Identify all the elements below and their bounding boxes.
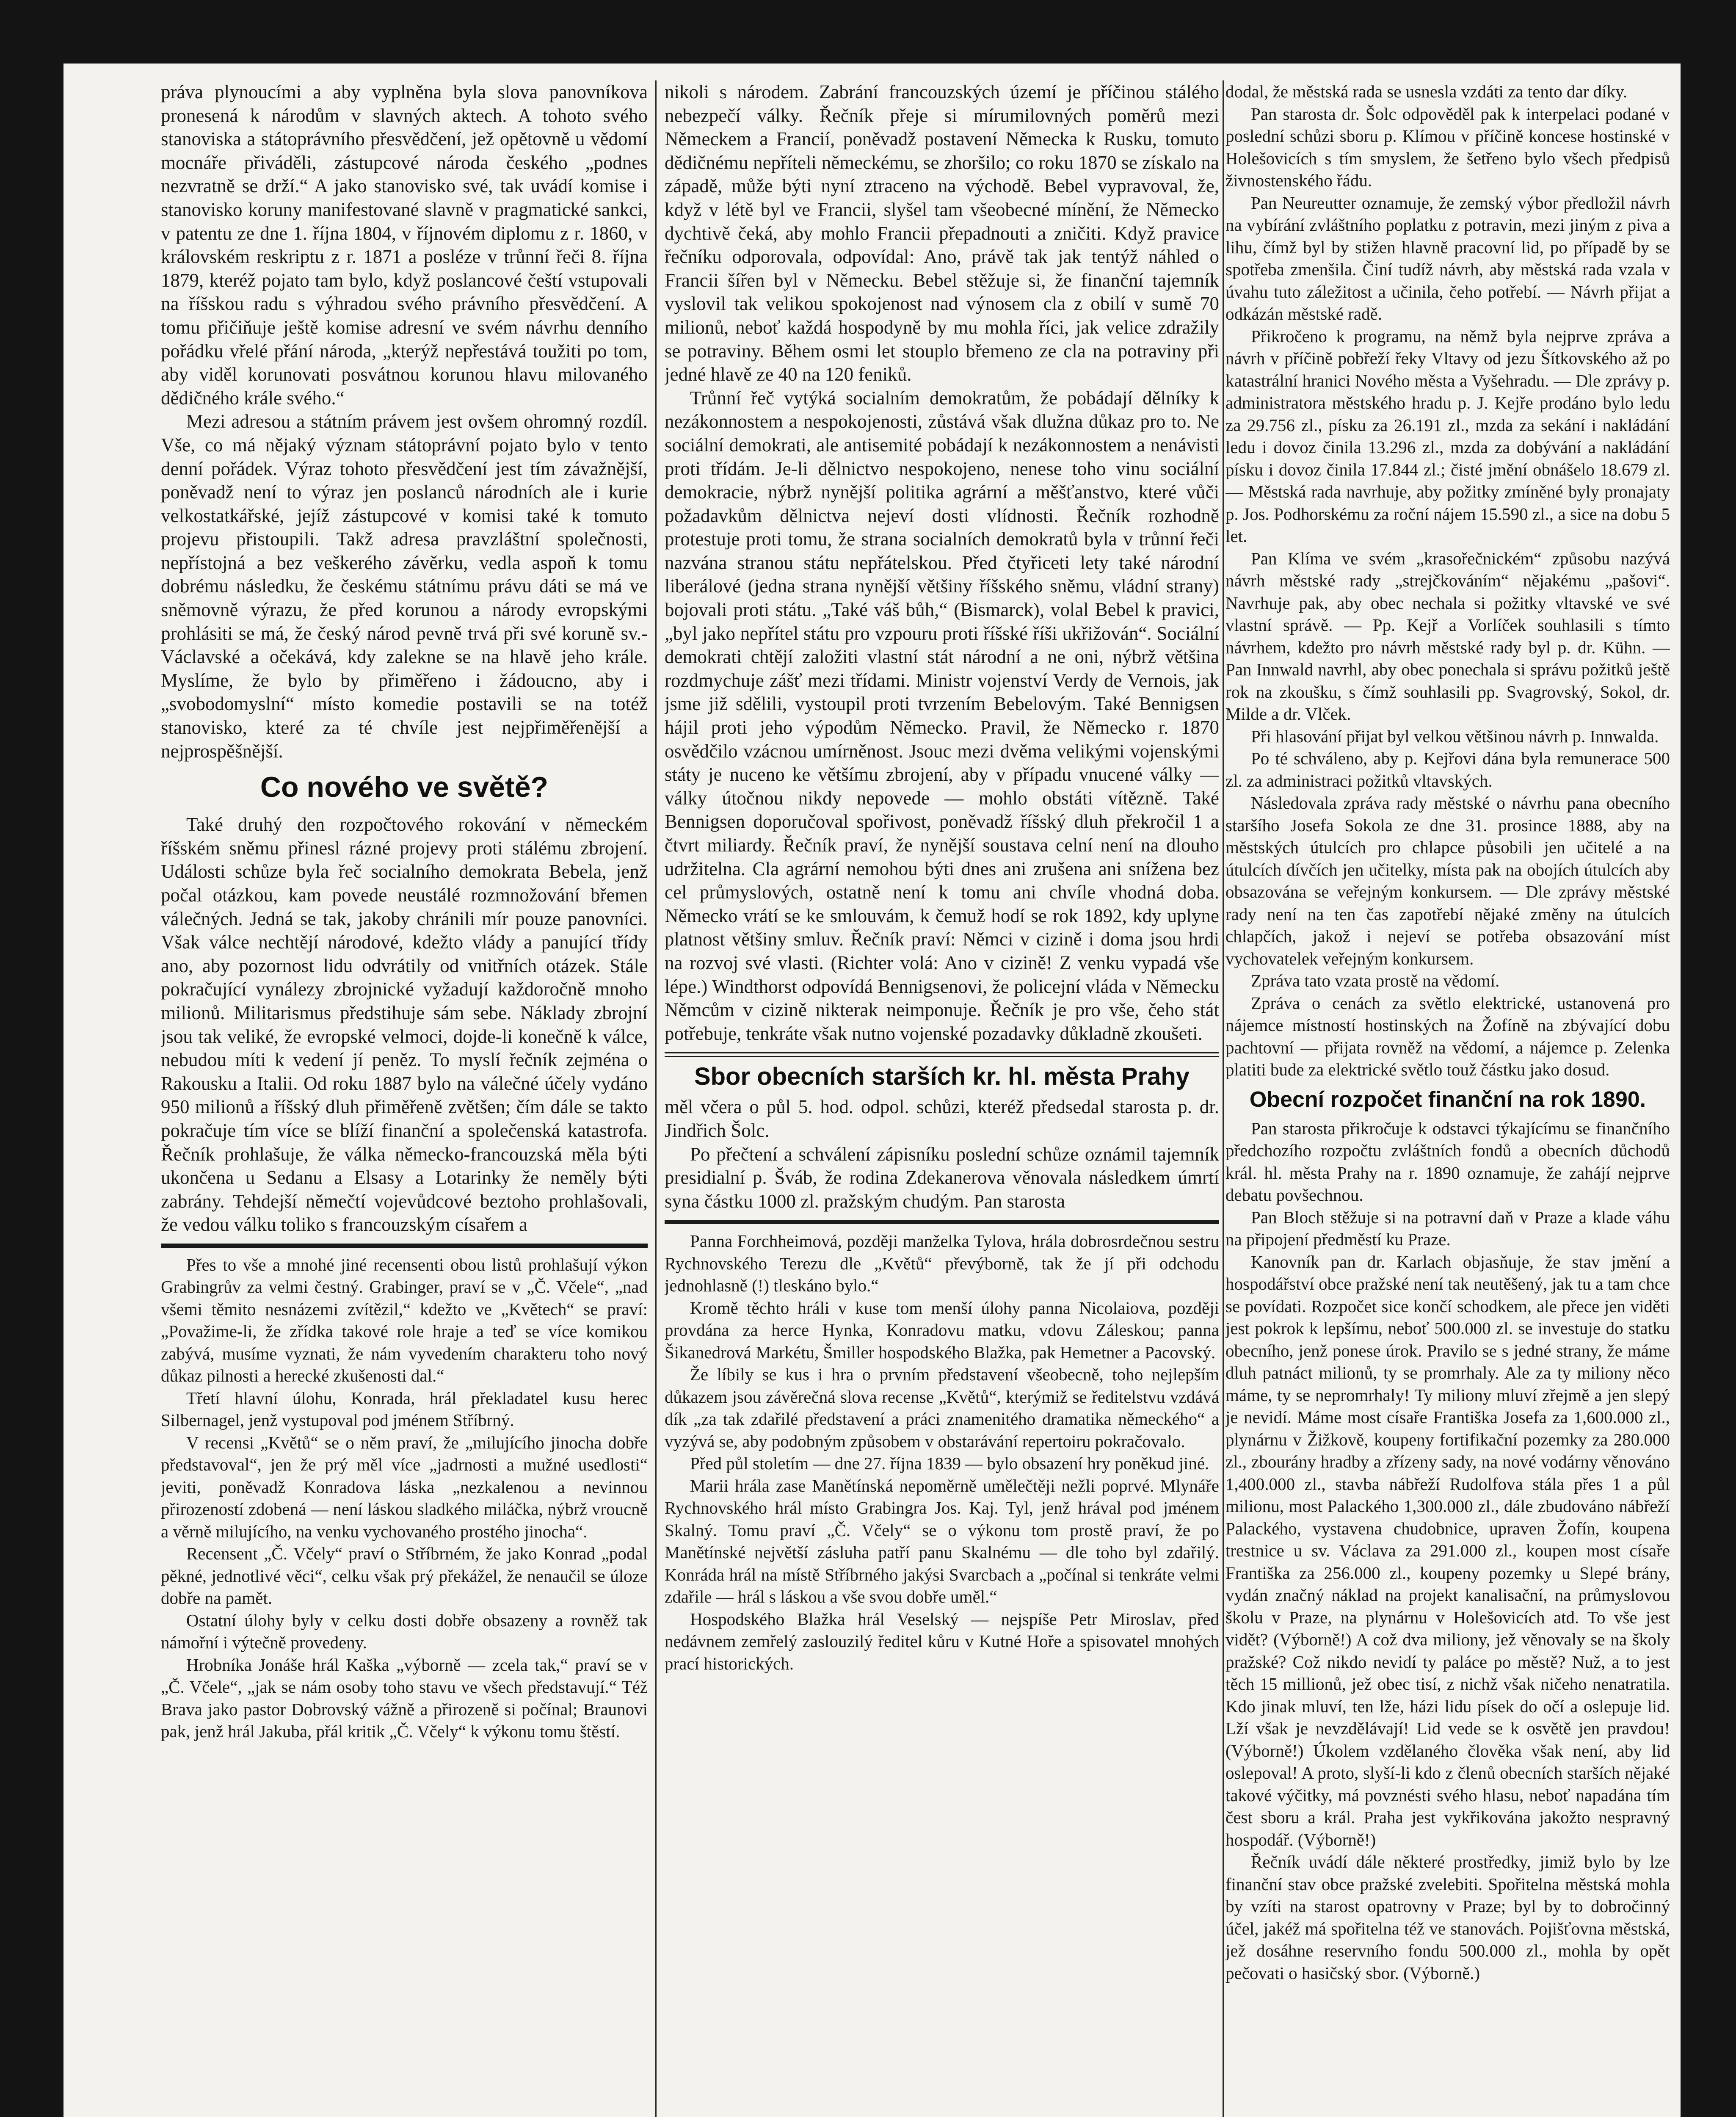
article-paragraph: Pan Klíma ve svém „krasořečnickém“ způsobu nazývá návrh městské rady „strejčkováním“ nějakému „pašovi“. Navrhuje pak, aby obec nechala si požitky vltavské ve své vlastní správě. — Pp. Kejř a Vorlíček souhlasili s tímto návrhem, kdežto pro návrh městské rady byl p. dr. Kühn. — Pan Innwald navrhl, aby obec ponechala si správu požitků ještě rok na zkoušku, s čímž souhlasili pp. Svagrovský, Sokol, dr. Milde a dr. Vlček. [1225,548,1670,724]
column-middle [665,80,1219,2117]
section-heading-co-noveho: Co nového ve světě? [260,771,549,804]
feuilleton-divider [665,1220,1219,1224]
column-left [161,80,648,2117]
article-paragraph: Trůnní řeč vytýká socialním demokratům, že pobádají dělníky k nezákonnostem a nespokojenosti, zůstává však dlužna důkaz pro to. Ne sociální demokrati, ale antisemité pobádají k nezákonnostem a nenávisti proti třídám. Je-li dělnictvo nespokojeno, nenese toho vinu sociální demokracie, nýbrž nynější politika agrární a měšťanstvo, které vůči požadavkům dělnictva nejeví dosti vlídnosti. Řečník rozhodně protestuje proti tomu, že strana socialních demokratů byla v trůnní řeči nazvána stranou státu nepřátelskou. Před čtyřiceti lety také národní liberálové (jedna strana nynější většiny říšského sněmu, vládní strany) bojovali proti státu. „Také váš bůh,“ (Bismarck), volal Bebel k pravici, „byl jako nepřítel státu pro vzpouru proti říšské říši ukřižován“. Sociální demokrati chtějí založiti vlastní stát národní a ne oni, nýbrž většina rozdmychuje zášť mezi třídami. Ministr vojenství Verdy de Vernois, jak jsme již sdělili, vystoupil proti tvrzením Bebelovým. Také Bennigsen hájil proti jeho výpodům Německo. Pravil, že Německo r. 1870 osvědčilo vzácnou umírněnost. Jsouc mezi dvěma velikými vojenskými státy je nuceno ke většímu zbrojení, aby v případu vnucené války — války útočnou nikdy nepovede — mohlo obstáti vítězně. Také Bennigsen doporučoval spořivost, poněvadž říšský dluh překročil 1 a čtvrt miliardy. Řečník praví, že nynější soustava celní není na dlouho udržitelna. Cla agrární nemohou býti dnes ani zrušena ani snížena bez cel průmyslových, ostatně není k tomu ani chvíle vhodná doba. Německo vrátí se ke smlouvám, k čemuž hodí se rok 1892, kdy uplyne platnost většiny smluv. Řečník praví: Němci v cizině i doma jsou hrdi na rozvoj své vlasti. (Richter volá: Ano v cizině! Z venku vypadá vše lépe.) Windthorst odpovídá Bennigsenovi, že policejní vláda v Německu Němcům v cizině nikterak neimponuje. Řečník je pro vše, čeho stát potřebuje, tenkráte však nutno vojenské pozadavky důkladně zkoušeti. [665,387,1219,1044]
article-paragraph: Pan starosta dr. Šolc odpověděl pak k interpelaci podané v poslední schůzi sboru p. Klímou v příčině koncese hostinské v Holešovicích s tím smyslem, že šetřeno bylo všech předpisů živnostenského řádu. [1225,104,1670,190]
article-paragraph: Po té schváleno, aby p. Kejřovi dána byla remunerace 500 zl. za administraci požitků vltavských. [1225,749,1670,790]
newspaper-page [63,64,1681,2117]
article-paragraph: Zpráva tato vzata prostě na vědomí. [1251,971,1500,990]
article-paragraph: Po přečtení a schválení zápisníku poslední schůze oznámil tajemník presidialní p. Šváb, že rodina Zdekanerova věnovala následkem úmrtí syna částku 1000 zl. pražským chudým. Pan starosta [665,1143,1219,1212]
feuilleton-paragraph: Hrobníka Jonáše hrál Kaška „výborně — zcela tak,“ praví se v „Č. Včele“, „jak se nám osoby toho stavu ve všech představují.“ Též Brava jako pastor Dobrovský vážně a přirozeně si počínal; Braunovi pak, jenž hrál Jakuba, přál kritik „Č. Včely“ k výkonu tomu štěstí. [161,1655,648,1741]
column-rule [655,80,657,2117]
feuilleton-paragraph: Ostatní úlohy byly v celku dosti dobře obsazeny a rovněž tak námořní i výtečně provedeny. [161,1610,648,1653]
article-paragraph: Následovala zpráva rady městské o návrhu pana obecního staršího Josefa Sokola ze dne 31. prosince 1888, aby na městských útulcích pro chlapce působili jen učitelé a na útulcích dívčích jen učitelky, místa pak na obojích útulcích aby obsazována se veřejným konkursem. — Dle zprávy městské rady není na ten čas zapotřebí nějaké změny na útulcích chlapčích, jakož i nejeví se potřeba obsazování míst vychovatelek veřejným konkursem. [1225,793,1670,968]
feuilleton-paragraph: Že líbily se kus i hra o prvním představení všeobecně, toho nejlepším důkazem jsou závěrečná slova recense „Květů“, kterýmiž se ředitelstvu vzdává dík „za tak zdařilé představení a práci znamenitého dramatika německého“ a vyzývá se, aby podobným způsobem v obstarávání repertoiru pokračovalo. [665,1365,1219,1451]
section-heading-rozpocet: Obecní rozpočet finanční na rok 1890. [1249,1087,1646,1112]
article-paragraph: nikoli s národem. Zabrání francouzských území je příčinou stálého nebezpečí války. Řečník přeje si mírumilovných poměrů mezi Německem a Francií, poněvadž postavení Německa k Rusku, tomuto dědičnému nepříteli německému, se zhoršilo; co roku 1870 se získalo na západě, může býti nyní ztraceno na východě. Bebel vypravoval, že, když v létě byl ve Francii, slyšel tam všeobecné mínění, že Německo dychtivě čeká, aby mohlo Francii přepadnouti a zničiti. Když pravice řečníku odporovala, odpovídal: Ano, právě tak jak tentýž náhled o Francii šířen byl v Německu. Bebel stěžuje si, že finanční tajemník vyslovil tak velikou spokojenost nad výnosem cla z obilí v sumě 70 milionů, neboť každá hospodyně by mu mohla říci, jak velice zdražily se potraviny. Během osmi let stouplo břemeno ze cla na potraviny při jedné hlavě ze 40 na 120 feniků. [665,81,1219,385]
article-paragraph: Pan starosta přikročuje k odstavci týkajícímu se finančního předchozího rozpočtu zvláštních fondů a obecních důchodů král. hl. města Prahy na r. 1890 oznamuje, že zahájí nejprve debatu povšechnou. [1225,1118,1670,1205]
column-rule [1223,80,1224,2117]
article-paragraph: práva plynoucími a aby vyplněna byla slova panovníkova pronesená k národům v slavných aktech. A tohoto svého stanoviska a státoprávního přesvědčení, jež opětovně u vědomí mocnáře přiváděli, zástupcové národa českého „podnes nezvratně se drží.“ A jako stanovisko své, tak uvádí komise i stanovisko koruny manifestované slavně v pragmatické sankci, v patentu ze dne 1. října 1804, v říjnovém diplomu z r. 1860, v královském reskriptu z r. 1871 a posléze v trůnní řeči 8. října 1879, kteréž pojato tam bylo, když poslancové čeští vstupovali na říšskou radu s výhradou svého právního přesvědčení. A tomu přičiňuje ještě komise adresní ve svém návrhu denního pořádku vřelé přání národa, „kterýž nepřestává toužiti po tom, aby viděl korunovati posvátnou korunou hlavu milovaného dědičného krále svého.“ [161,81,648,409]
feuilleton-divider [161,1244,648,1248]
article-paragraph: Zpráva o cenách za světlo elektrické, ustanovená pro nájemce místností hostinských na Žofíně na zbývající dobu pachtovní — přijata rovněž na vědomí, a nájemce p. Zelenka platiti bude za elektrické světlo touž částku jako dosud. [1225,993,1670,1079]
article-paragraph: Přikročeno k programu, na němž byla nejprve zpráva a návrh v příčině pobřeží řeky Vltavy od jezu Šítkovského až po katastrální hranici Nového města a Vyšehradu. — Dle zprávy p. administratora městského hradu p. J. Kejře prodáno bylo ledu za 29.756 zl., písku za 26.191 zl., mzda za sekání i nakládání ledu i dovoz činila 13.296 zl., mzda za dobývání a nakládání písku i dovoz činila 17.844 zl.; čisté jmění obnášelo 18.679 zl. — Městská rada navrhuje, aby požitky zmíněné byly pronajaty p. Jos. Podhorskému za roční nájem 15.590 zl., a sice na dobu 5 let. [1225,326,1670,546]
feuilleton-paragraph: Před půl stoletím — dne 27. října 1839 — bylo obsazení hry poněkud jiné. [690,1454,1209,1473]
article-paragraph: Pan Bloch stěžuje si na potravní daň v Praze a klade váhu na připojení předměstí ku Praze. [1225,1207,1670,1249]
article-paragraph: Kanovník pan dr. Karlach objasňuje, že stav jmění a hospodářství obce pražské není tak neutěšený, jak tu a tam chce se povídati. Rozpočet sice končí schodkem, ale přece jen viděti jest pokrok k lepšímu, neboť 500.000 zl. se investuje do statku obecního, jenž ponese úrok. Pravilo se s jedné strany, že máme dluh patnáct milionů, ty se promrhaly. Ale za ty miliony něco máme, ty se nepromrhaly! Ty miliony mluví zřejmě a jen slepý je nevidí. Máme most císaře Františka Josefa za 1,600.000 zl., plynárnu v Žižkově, koupeny fortifikační pozemky za 280.000 zl., zbourány hradby a zřízeny sady, na nové vodárny věnováno 1,400.000 zl., stavba nábřeží Rudolfova stála přes 1 a půl milionu, most Palackého 1,300.000 zl., dále zbudováno nábřeží Palackého, vystavena chudobnice, upraven Žofín, koupena trestnice u sv. Václava za 291.000 zl., koupen most císaře Františka za 256.000 zl., koupeny pozemky u Slepé brány, vydán značný náklad na projekt kanalisační, na průmyslovou školu v Praze, na plynárnu v Holešovicích atd. To vše jest vidět? (Výborně!) A což dva miliony, jež věnovaly se na školy pražské? Což nikdo nevidí ty paláce po městě? Nuž, a to jest těch 15 millionů, jež obec tisí, z nichž však ničeho nenatratila. Kdo jinak mluví, ten lže, házi lidu písek do očí a oslepuje lid. Lží však je nevzdělávají! Lid vede se k osvětě jen pravdou! (Výborně!) Úkolem vzdělaného člověka však není, aby lid oslepoval! A proto, slyší-li kdo z členů obecních starších nějaké takové výčitky, má povznésti svého hlasu, neboť napadána tím čest sboru a král. Praha jest vykřikována jakožto nespravný hospodář. (Výborně!) [1225,1252,1670,1849]
feuilleton-paragraph: Panna Forchheimová, později manželka Tylova, hrála dobrosrdečnou sestru Rychnovského Terezu dle „Květů“ převýborně, tak že jí při odchodu jednohlasně (!) tleskáno bylo.“ [665,1231,1219,1296]
section-divider [665,1052,1219,1057]
feuilleton-paragraph: V recensi „Květů“ se o něm praví, že „milujícího jinocha dobře představoval“, jen že prý měl více „jadrnosti a mužné usedlosti“ jeviti, poněvadž Konradova láska „nezkalenou a nevinnou přirozeností zdobená — není láskou sladkého miláčka, nýbrž vroucně a věrně milujícího, na venku vychovaného prostého jinocha“. [161,1432,648,1541]
feuilleton-paragraph: Třetí hlavní úlohu, Konrada, hrál překladatel kusu herec Silbernagel, jenž vystupoval pod jménem Stříbrný. [161,1388,648,1430]
feuilleton-paragraph: Přes to vše a mnohé jiné recensenti obou listů prohlašují výkon Grabingrův za velmi čestný. Grabinger, praví se v „Č. Včele“, „nad všemi těmito nesnázemi zvítězil,“ kdežto ve „Květech“ se praví: „Považime-li, že zřídka takové role hraje a teď se více komikou zabývá, musíme vyznati, že nám vyvedením charakteru toho nový důkaz pilnosti a herecké zkušenosti dal.“ [161,1255,648,1386]
article-paragraph: Při hlasování přijat byl velkou většinou návrh p. Innwalda. [1251,726,1659,746]
feuilleton-paragraph: Recensent „Č. Včely“ praví o Stříbrném, že jako Konrad „podal pěkné, jednotlivé věci“, celku však prý překážel, že nenaučil se úloze dobře na pamět. [161,1544,648,1608]
article-paragraph: dodal, že městská rada se usnesla vzdáti za tento dar díky. [1225,82,1628,101]
column-right [1225,80,1670,2117]
article-paragraph: Pan Neureutter oznamuje, že zemský výbor předložil návrh na vybírání zvláštního poplatku z potravin, mezi jiným z piva a lihu, čímž byl by stižen hlavně pracovní lid, po případě by se spotřeba zmenšila. Činí tudíž návrh, aby městská rada vzala v úvahu tuto záležitost a učinila, čeho potřebí. — Návrh přijat a odkázán městské radě. [1225,193,1670,323]
article-paragraph: Také druhý den rozpočtového rokování v německém říšském sněmu přinesl rázné projevy proti stálému zbrojení. Události schůze byla řeč socialního demokrata Bebela, jenž počal otázkou, kam povede neustálé rozmnožování břemen válečných. Jedná se tak, jakoby chránili mír pouze panovníci. Však válce nechtějí národové, kdežto vlády a panující třídy ano, aby pozornost lidu odvrátily od vnitřních otázek. Stále pokračující vynálezy zbrojnické vyžadují každoročně mnoho milionů. Militarismus předstihuje sám sebe. Náklady zbrojní jsou tak veliké, že evropské velmoci, dojde-li konečně k válce, nebudou míti k vedení jí peněz. To myslí řečník zejména o Rakousku a Italii. Od roku 1887 bylo na válečné účely vydáno 950 milionů a říšský dluh přiměřeně zvětšen; čím dále se takto pokračuje tím více se blíží finanční a společenská katastrofa. Řečník prohlašuje, že válka německo-francouzská měla býti ukončena u Sedanu a Elsasy a Lotarinky že neměly býti zabrány. Tehdejší němečtí vojevůdcové beztoho prohlašovali, že vedou válku toliko s francouzským císařem a [161,814,648,1235]
article-paragraph: Řečník uvádí dále některé prostředky, jimiž bylo by lze finanční stav obce pražské zvelebiti. Spořitelna městská mohla by vzíti na starost opatrovny v Praze; byl by to dobročinný účel, jakéž má spořitelna též ve stanovách. Pojišťovna městská, jež dosáhne reservního fondu 500.000 zl., mohla by opět pečovati o hasičský sbor. (Výborně.) [1225,1852,1670,1983]
feuilleton-paragraph: Marii hrála zase Manětínská nepoměrně umělečtěji nežli poprvé. Mlynáře Rychnovského hrál místo Grabingra Jos. Kaj. Tyl, jenž hrával pod jménem Skalný. Tomu praví „Č. Včely“ se o výkonu tom prostě praví, že po Manětínské největší zásluha patří panu Skalnému — dle toho byl zdařilý. Konráda hrál na místě Stříbrného jakýsi Svarcbach a „počínal si tenkráte velmi zdařile — hrál s láskou a vše svou dobře uměl.“ [665,1476,1219,1607]
feuilleton-paragraph: Hospodského Blažka hrál Veselský — nejspíše Petr Miroslav, před nedávnem zemřelý zaslouzilý ředitel kůru v Kutné Hoře a spisovatel mnohých prací historických. [665,1609,1219,1673]
article-paragraph: Mezi adresou a státním právem jest ovšem ohromný rozdíl. Vše, co má nějaký význam státoprávní pojato bylo v tento denní pořádek. Výraz tohoto přesvědčení jest tím závažnější, poněvadž není to výraz jen poslanců národních ale i kurie velkostatkářské, jejíž zástupcové v komisi také k tomuto projevu přistoupili. Takž adresa pravzláštní společnosti, nepřístojná a bez veškerého závěrku, vedla aspoň k tomu dobrému následku, že českému státnímu právu dáti se má ve sněmovně výrazu, že před korunou a národy evropskými prohlásiti se má, že český národ pevně trvá při své koruně sv.-Václavské a očekává, kdy zalekne se na hlavě jeho krále. Myslíme, že bylo by přiměřeno i žádoucno, aby i „svobodomyslní“ místo komedie postavili se na totéž stanovisko, které za té chvíle jest nejpřiměřenější a nejprospěšnější. [161,411,648,762]
article-paragraph: měl včera o půl 5. hod. odpol. schůzi, kteréž předsedal starosta p. dr. Jindřich Šolc. [665,1096,1219,1141]
section-heading-sbor: Sbor obecních starších kr. hl. města Prahy [694,1063,1190,1091]
feuilleton-paragraph: Kromě těchto hráli v kuse tom menší úlohy panna Nicolaiova, později provdána za herce Hynka, Konradovu matku, vdovu Záleskou; panna Šikanedrová Markétu, Šmiller hospodského Blažka, pak Hemetner a Pacovský. [665,1298,1219,1362]
